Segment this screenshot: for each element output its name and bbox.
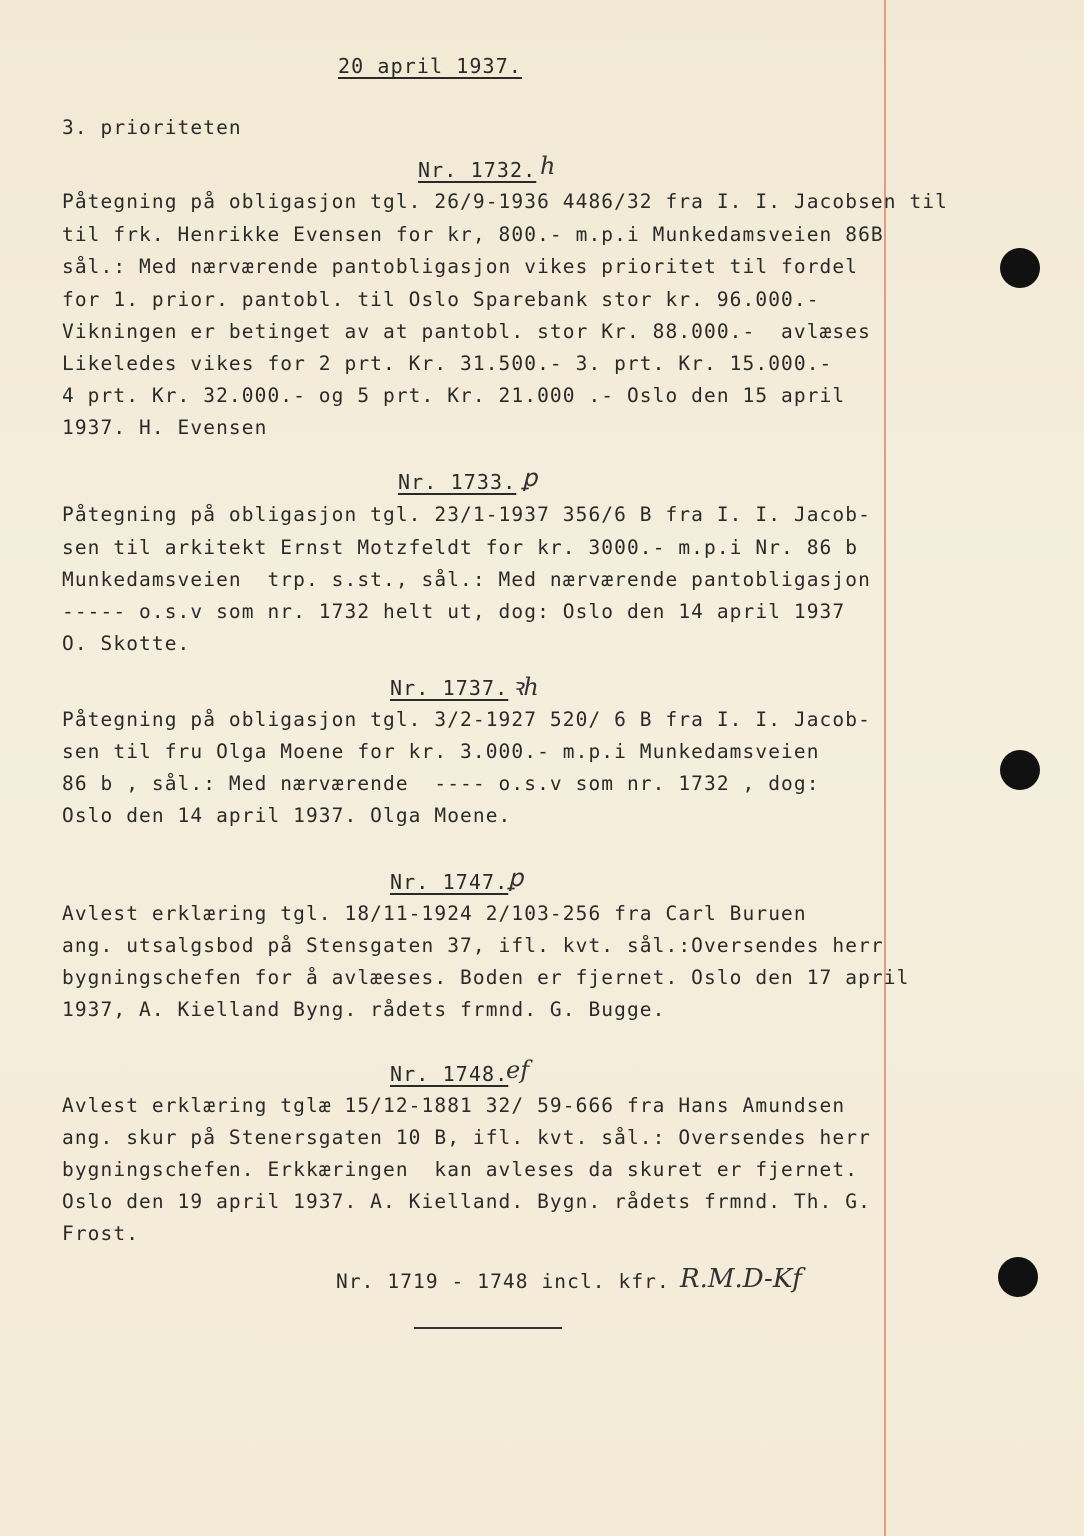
entry-mark-1747: ꝑ [508, 864, 524, 892]
entry-1732-line: Likeledes vikes for 2 prt. Kr. 31.500.- 3. prt. Kr. 15.000.- [62, 352, 833, 375]
entry-1733-line: sen til arkitekt Ernst Motzfeldt for kr. 3000.- m.p.i Nr. 86 b [62, 536, 859, 559]
entry-number-1748: Nr. 1748. [390, 1062, 509, 1086]
entry-1733-line: ----- o.s.v som nr. 1732 helt ut, dog: Oslo den 14 april 1937 [62, 600, 846, 623]
entry-1748-line: bygningschefen. Erkkæringen kan avleses da skuret er fjernet. [62, 1158, 859, 1181]
entry-1732-line: Vikningen er betinget av at pantobl. stor Kr. 88.000.- avlæses [62, 320, 871, 343]
entry-1737-line: Påtegning på obligasjon tgl. 3/2-1927 520/ 6 B fra I. I. Jacob- [62, 708, 871, 731]
entry-1733-line: Påtegning på obligasjon tgl. 23/1-1937 356/6 B fra I. I. Jacob- [62, 503, 871, 526]
entry-1732-line: til frk. Henrikke Evensen for kr, 800.- m.p.i Munkedamsveien 86B [62, 223, 884, 246]
entry-1747-line: 1937, A. Kielland Byng. rådets frmnd. G. Bugge. [62, 998, 666, 1021]
entry-1747-line: ang. utsalgsbod på Stensgaten 37, ifl. kvt. sål.:Oversendes herr [62, 934, 884, 957]
entry-1747-line: bygningschefen for å avlæeses. Boden er fjernet. Oslo den 17 april [62, 966, 910, 989]
entry-1748-line: Oslo den 19 april 1937. A. Kielland. Bygn. rådets frmnd. Th. G. [62, 1190, 871, 1213]
entry-mark-1748: ef [506, 1056, 530, 1084]
entry-number-1732: Nr. 1732. [418, 158, 537, 182]
entry-1732-line: 1937. H. Evensen [62, 416, 268, 439]
entry-mark-1732: h [540, 152, 556, 180]
entry-1748-line: ang. skur på Stenersgaten 10 B, ifl. kvt. sål.: Oversendes herr [62, 1126, 871, 1149]
entry-mark-1733: ꝑ [522, 464, 538, 492]
closing-rule [414, 1327, 562, 1329]
margin-line [884, 0, 886, 1536]
entry-mark-1737: ꝛh [512, 673, 539, 701]
entry-1747-line: Avlest erklæring tgl. 18/11-1924 2/103-256 fra Carl Buruen [62, 902, 807, 925]
entry-1737-line: Oslo den 14 april 1937. Olga Moene. [62, 804, 512, 827]
page-date: 20 april 1937. [338, 54, 522, 78]
entry-1748-line: Frost. [62, 1222, 140, 1245]
footer-signature: R.M.D-Kf [680, 1264, 802, 1294]
entry-1732-line: sål.: Med nærværende pantobligasjon vikes prioritet til fordel [62, 255, 859, 278]
entry-1732-line: 4 prt. Kr. 32.000.- og 5 prt. Kr. 21.000 .- Oslo den 15 april [62, 384, 846, 407]
punch-hole [998, 1257, 1038, 1297]
entry-1733-line: Munkedamsveien trp. s.st., sål.: Med nærværende pantobligasjon [62, 568, 871, 591]
entry-number-1747: Nr. 1747. [390, 870, 509, 894]
footer-range: Nr. 1719 - 1748 incl. kfr. [336, 1270, 670, 1293]
priority-heading: 3. prioriteten [62, 116, 242, 139]
punch-hole [1000, 248, 1040, 288]
entry-1732-line: Påtegning på obligasjon tgl. 26/9-1936 4486/32 fra I. I. Jacobsen til [62, 190, 948, 213]
entry-1737-line: 86 b , sål.: Med nærværende ---- o.s.v som nr. 1732 , dog: [62, 772, 820, 795]
entry-1737-line: sen til fru Olga Moene for kr. 3.000.- m.p.i Munkedamsveien [62, 740, 820, 763]
entry-1732-line: for 1. prior. pantobl. til Oslo Sparebank stor kr. 96.000.- [62, 288, 820, 311]
punch-hole [1000, 750, 1040, 790]
entry-1733-line: O. Skotte. [62, 632, 191, 655]
entry-number-1737: Nr. 1737. [390, 676, 509, 700]
entry-number-1733: Nr. 1733. [398, 470, 517, 494]
entry-1748-line: Avlest erklæring tglæ 15/12-1881 32/ 59-666 fra Hans Amundsen [62, 1094, 846, 1117]
